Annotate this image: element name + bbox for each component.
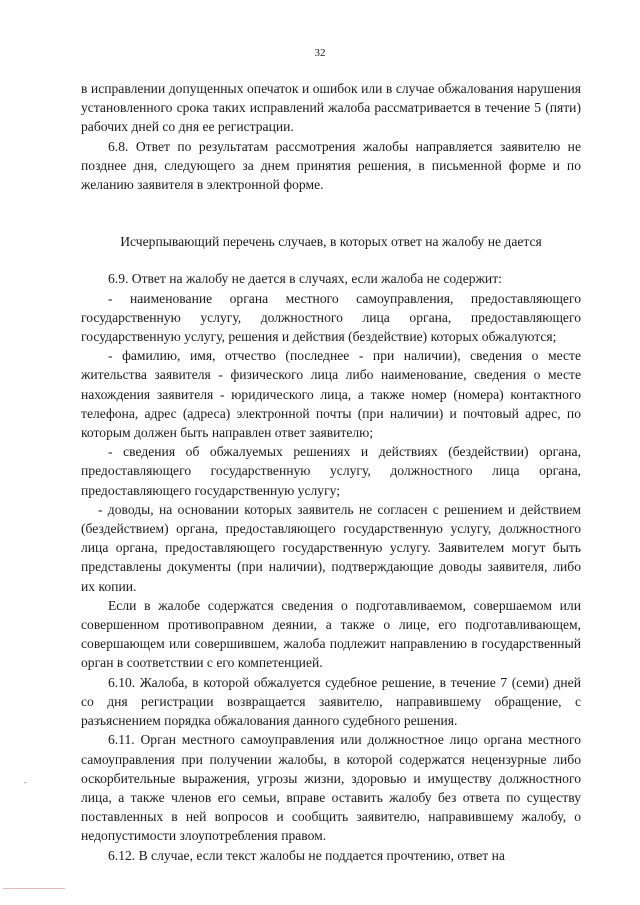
- margin-mark: -: [24, 778, 27, 787]
- document-body: [81, 79, 581, 865]
- list-item-applicant-info: - фамилию, имя, отчество (последнее - при наличии), сведения о месте жительства заявителя - физического лица либо наименование, сведения о месте нахождения заявителя - юридического лица, а также номер (номера) контактного телефона, адрес (адреса) электронной почты (при наличии) и почтовый адрес, по которым должен быть направлен ответ заявителю;: [81, 348, 581, 441]
- paragraph-6-8: 6.8. Ответ по результатам рассмотрения жалобы направляется заявителю не позднее дня, следующего за днем принятия решения, в письменной форме и по желанию заявителя в электронной форме.: [81, 138, 581, 193]
- list-item-decisions: - сведения об обжалуемых решениях и действиях (бездействии) органа, предоставляющего государственную услугу, должностного лица органа, предоставляющего государственную услугу;: [81, 444, 581, 498]
- paragraph-6-10: 6.10. Жалоба, в которой обжалуется судебное решение, в течение 7 (семи) дней со дня регистрации возвращается заявителю, направившему обращение, с разъяснением порядка обжалования данного судебного решения.: [81, 674, 581, 729]
- list-item-authority: - наименование органа местного самоуправления, предоставляющего государственную услугу, должностного лица органа, предоставляющего государственную услугу, решения и действия (бездействие) которых обжалуются;: [81, 290, 581, 345]
- paragraph-6-12: 6.12. В случае, если текст жалобы не поддается прочтению, ответ на: [108, 847, 505, 863]
- paragraph-continuation: в исправлении допущенных опечаток и ошибок или в случае обжалования нарушения установленного срока таких исправлений жалоба рассматривается в течение 5 (пяти) рабочих дней со дня ее регистрации.: [81, 81, 581, 135]
- paragraph-illegal-act: Если в жалобе содержатся сведения о подготавливаемом, совершаемом или совершенном противоправном деянии, а также о лице, его подготавливающем, совершающем или совершившем, жалоба подлежит направлению в государственный орган в соответствии с его компетенцией.: [81, 597, 581, 671]
- section-heading: Исчерпывающий перечень случаев, в которых ответ на жалобу не дается: [120, 234, 542, 250]
- list-item-arguments: - доводы, на основании которых заявитель не согласен с решением и действием (бездействием) органа, предоставляющего государственную услугу, должностного лица органа, предоставляющего государственную услугу. Заявителем могут быть представлены документы (при наличии), подтверждающие доводы заявителя, либо их копии.: [81, 501, 581, 594]
- paragraph-6-9: 6.9. Ответ на жалобу не дается в случаях, если жалоба не содержит:: [108, 271, 502, 287]
- paragraph-6-11: 6.11. Орган местного самоуправления или должностное лицо органа местного самоуправления при получении жалобы, в которой содержатся нецензурные либо оскорбительные выражения, угрозы жизни, здоровью и имуществу должностного лица, а также членов его семьи, вправе оставить жалобу без ответа по существу поставленных в ней вопросов и сообщить заявителю, направившему жалобу, о недопустимости злоупотребления правом.: [81, 732, 581, 844]
- page-number: 32: [314, 47, 326, 59]
- footer-rule: [3, 888, 65, 889]
